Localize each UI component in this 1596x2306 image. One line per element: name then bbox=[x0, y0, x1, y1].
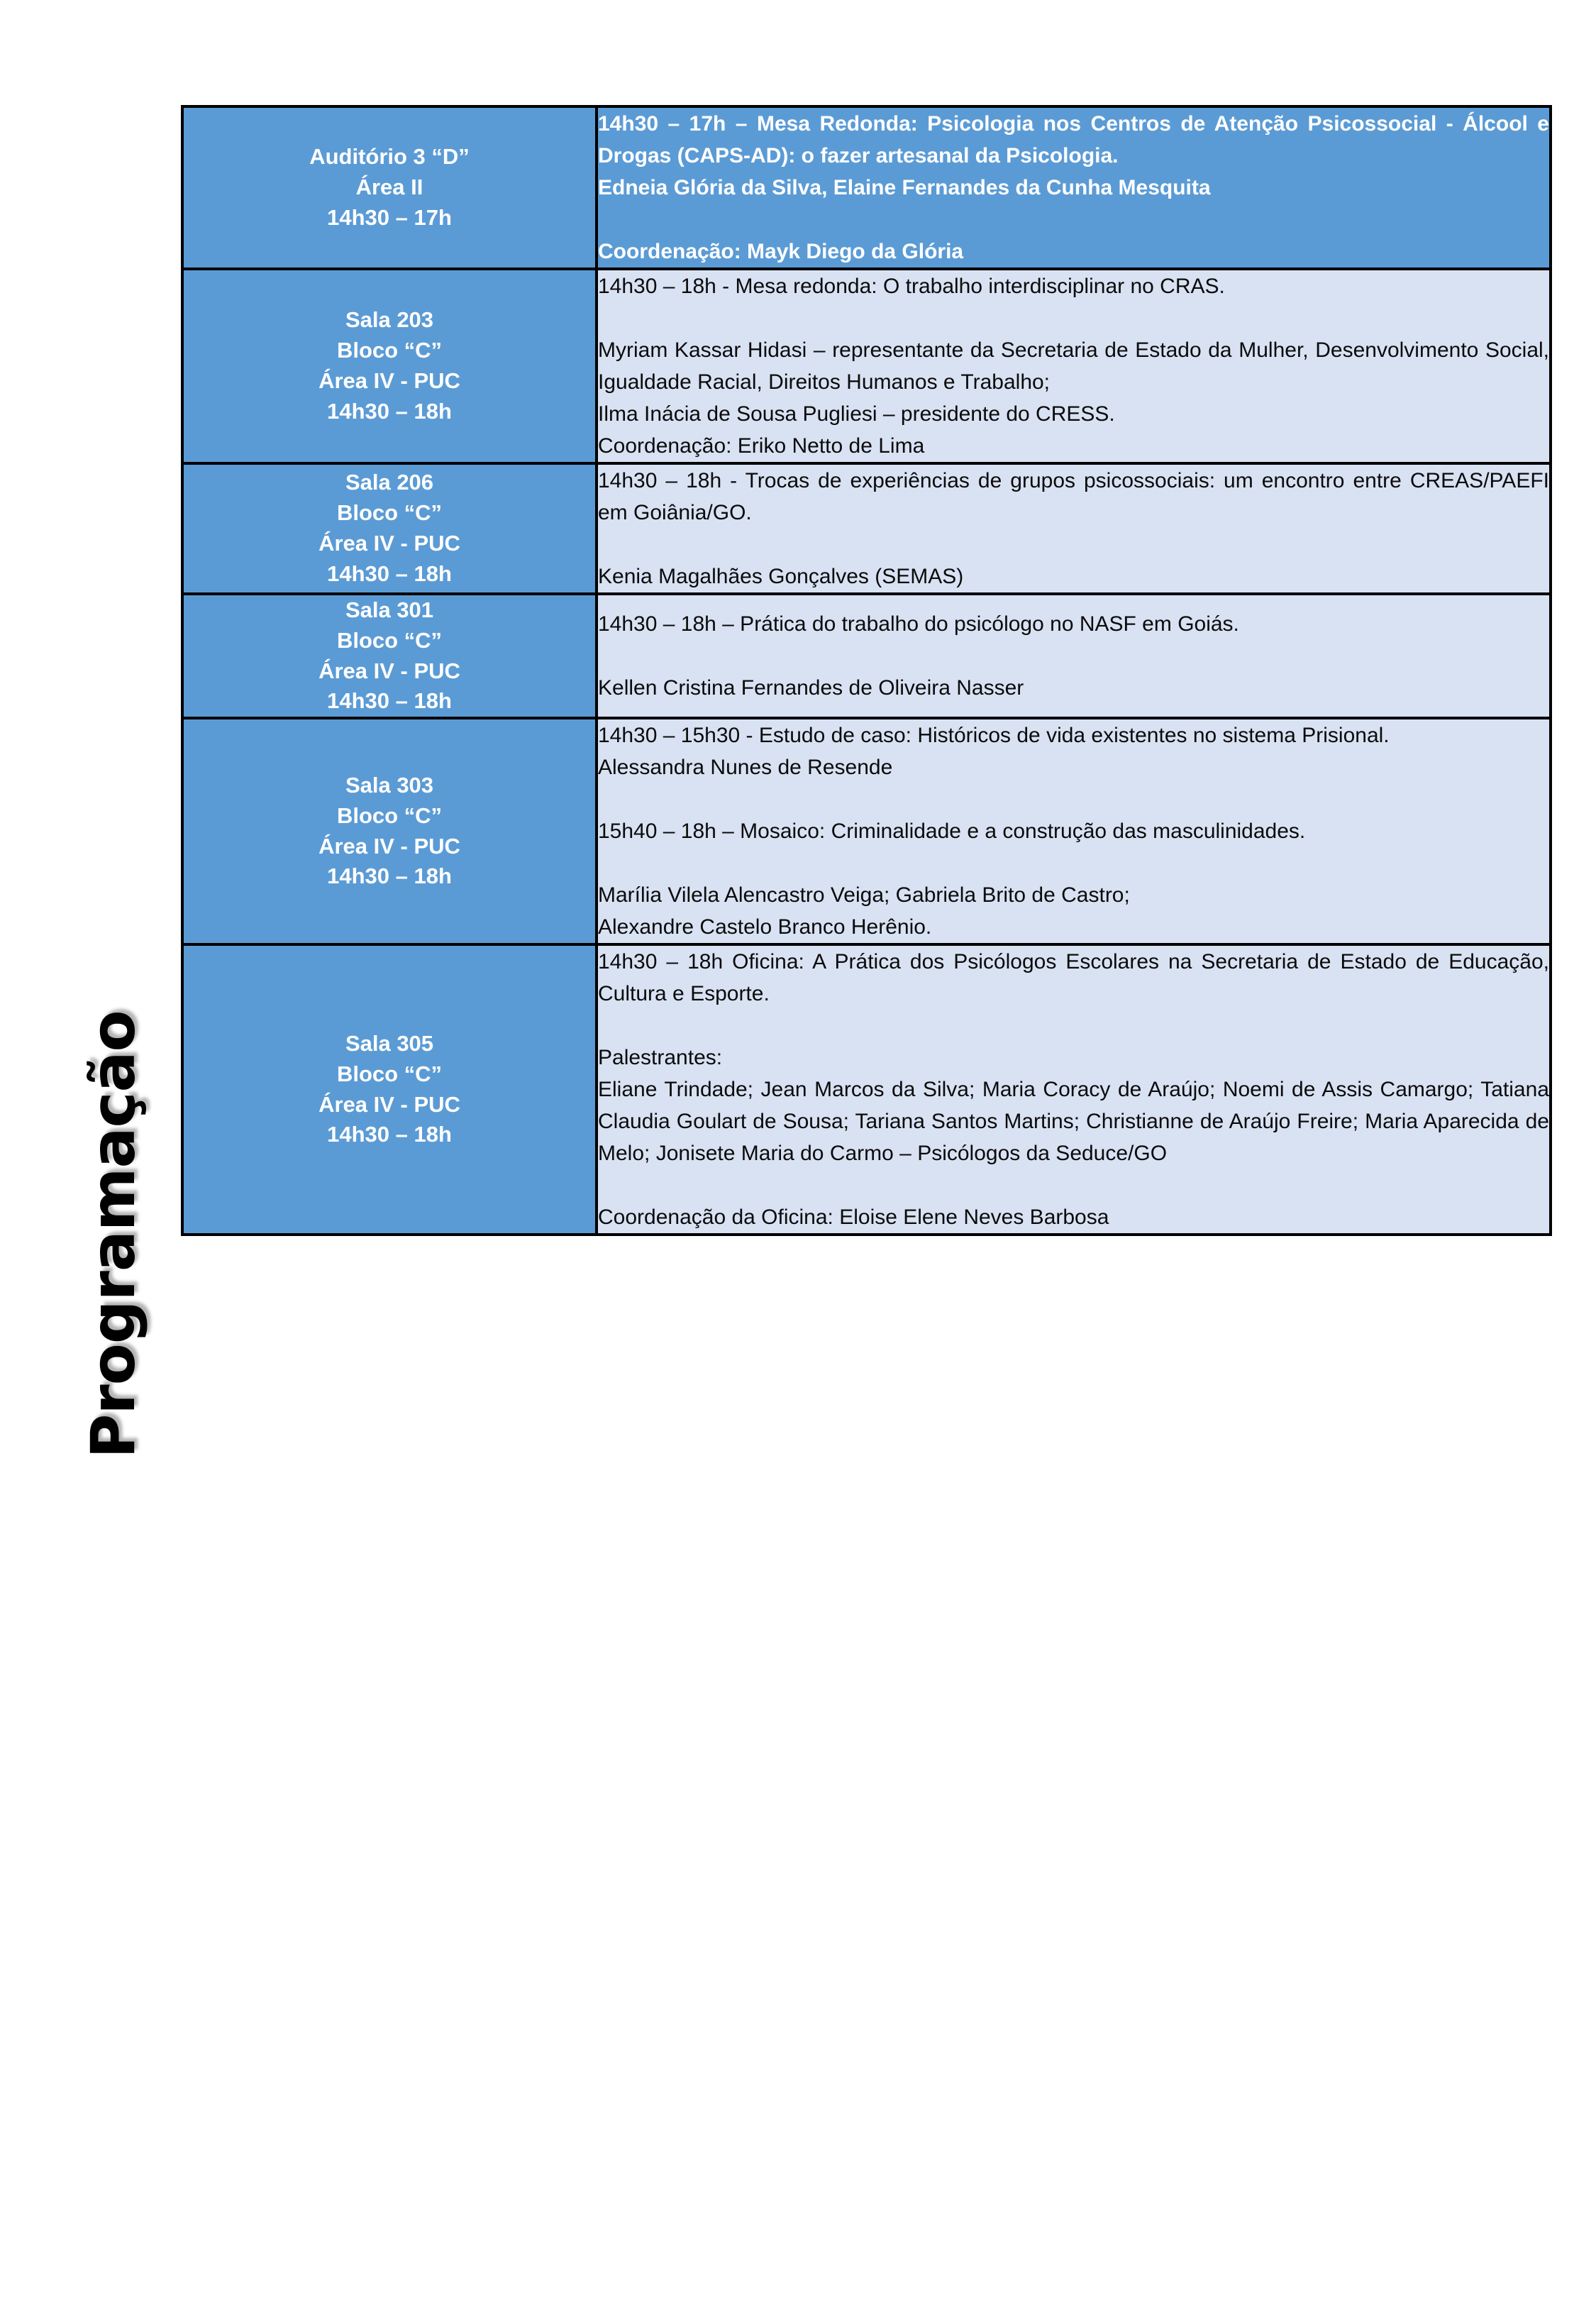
location-cell-sala-305 bbox=[182, 944, 597, 1235]
session-speaker-1: Alessandra Nunes de Resende bbox=[598, 756, 893, 780]
location-time: 14h30 – 18h bbox=[327, 1122, 452, 1147]
table-row bbox=[182, 269, 1551, 463]
session-title: 14h30 – 17h – Mesa Redonda: Psicologia nos Centros de Atenção Psicossocial - Álcool e Drogas (CAPS-AD): o fazer artesanal da Psicologia. bbox=[598, 112, 1549, 167]
location-room: Sala 301 bbox=[345, 597, 434, 622]
location-time: 14h30 – 18h bbox=[327, 561, 452, 586]
speakers-label: Palestrantes: bbox=[598, 1046, 723, 1070]
schedule-table bbox=[181, 105, 1552, 1236]
table-row bbox=[182, 944, 1551, 1235]
description-cell-sala-206 bbox=[597, 463, 1551, 594]
session-coordination: Coordenação da Oficina: Eloise Elene Neves Barbosa bbox=[598, 1206, 1109, 1230]
session-coordination: Coordenação: Mayk Diego da Glória bbox=[598, 240, 964, 263]
description-cell-sala-305 bbox=[597, 944, 1551, 1235]
paragraph-spacer bbox=[598, 640, 1549, 672]
session-title: 14h30 – 18h - Mesa redonda: O trabalho interdisciplinar no CRAS. bbox=[598, 275, 1225, 298]
location-room: Sala 206 bbox=[345, 470, 434, 495]
location-room: Sala 305 bbox=[345, 1031, 434, 1057]
location-area: Área IV - PUC bbox=[318, 531, 460, 556]
paragraph-spacer bbox=[598, 783, 1549, 815]
session-speaker-1: Myriam Kassar Hidasi – representante da Secretaria de Estado da Mulher, Desenvolvimento Social, Igualdade Racial, Direitos Humanos e Trabalho; bbox=[598, 338, 1549, 394]
paragraph-spacer bbox=[598, 1010, 1549, 1042]
session-speakers: Kenia Magalhães Gonçalves (SEMAS) bbox=[598, 565, 964, 588]
location-room: Auditório 3 “D” bbox=[309, 144, 470, 170]
location-area: Área IV - PUC bbox=[318, 833, 460, 859]
location-block: Bloco “C” bbox=[336, 500, 443, 526]
location-cell-sala-206 bbox=[182, 463, 597, 594]
location-cell-sala-203 bbox=[182, 269, 597, 463]
paragraph-spacer bbox=[598, 847, 1549, 879]
session-speakers: Kellen Cristina Fernandes de Oliveira Nasser bbox=[598, 676, 1024, 700]
location-block: Bloco “C” bbox=[336, 802, 443, 828]
session-title: 14h30 – 18h – Prática do trabalho do psicólogo no NASF em Goiás. bbox=[598, 612, 1239, 636]
session-title: 14h30 – 18h - Trocas de experiências de grupos psicossociais: um encontro entre CREAS/PAEFI em Goiânia/GO. bbox=[598, 469, 1549, 524]
session-speaker-3: Alexandre Castelo Branco Herênio. bbox=[598, 915, 932, 939]
vertical-title-container bbox=[43, 880, 184, 1589]
location-cell-sala-303 bbox=[182, 718, 597, 944]
location-room: Sala 303 bbox=[345, 773, 434, 798]
location-area: Área IV - PUC bbox=[318, 368, 460, 393]
paragraph-spacer bbox=[598, 302, 1549, 334]
location-time: 14h30 – 18h bbox=[327, 864, 452, 889]
page-title-programacao: Programação bbox=[78, 1010, 149, 1459]
location-time: 14h30 – 18h bbox=[327, 688, 452, 714]
schedule-table-body bbox=[182, 106, 1551, 1235]
description-cell-auditorio-3-d bbox=[597, 106, 1551, 269]
paragraph-spacer bbox=[598, 1169, 1549, 1201]
description-cell-sala-203 bbox=[597, 269, 1551, 463]
session-title-2: 15h40 – 18h – Mosaico: Criminalidade e a construção das masculinidades. bbox=[598, 820, 1306, 844]
session-title: 14h30 – 18h Oficina: A Prática dos Psicólogos Escolares na Secretaria de Estado de Educação, Cultura e Esporte. bbox=[598, 950, 1549, 1006]
description-cell-sala-303 bbox=[597, 718, 1551, 944]
paragraph-spacer bbox=[598, 529, 1549, 561]
location-block: Bloco “C” bbox=[336, 1061, 443, 1086]
location-cell-auditorio-3-d bbox=[182, 106, 597, 269]
location-room: Sala 203 bbox=[345, 307, 434, 333]
session-speakers: Edneia Glória da Silva, Elaine Fernandes da Cunha Mesquita bbox=[598, 176, 1211, 199]
session-coordination: Coordenação: Eriko Netto de Lima bbox=[598, 434, 925, 458]
table-row bbox=[182, 463, 1551, 594]
session-speaker-2: Marília Vilela Alencastro Veiga; Gabriela Brito de Castro; bbox=[598, 883, 1130, 907]
speakers-list: Eliane Trindade; Jean Marcos da Silva; Maria Coracy de Araújo; Noemi de Assis Camargo; Tatiana Claudia Goulart de Sousa; Tariana Santos Martins; Christianne de Araújo Freire; Maria Aparecida de Melo; Jonisete Maria do Carmo – Psicólogos da Seduce/GO bbox=[598, 1078, 1549, 1166]
table-row bbox=[182, 718, 1551, 944]
session-speaker-2: Ilma Inácia de Sousa Pugliesi – presidente do CRESS. bbox=[598, 402, 1115, 426]
session-title: 14h30 – 15h30 - Estudo de caso: Históricos de vida existentes no sistema Prisional. bbox=[598, 724, 1390, 748]
table-row bbox=[182, 594, 1551, 718]
location-cell-sala-301 bbox=[182, 594, 597, 718]
description-cell-sala-301 bbox=[597, 594, 1551, 718]
location-area: Área II bbox=[355, 175, 423, 200]
location-block: Bloco “C” bbox=[336, 338, 443, 363]
paragraph-spacer bbox=[598, 204, 1549, 236]
location-area: Área IV - PUC bbox=[318, 658, 460, 683]
location-area: Área IV - PUC bbox=[318, 1091, 460, 1117]
table-row bbox=[182, 106, 1551, 269]
location-time: 14h30 – 17h bbox=[327, 204, 452, 230]
location-time: 14h30 – 18h bbox=[327, 398, 452, 424]
location-block: Bloco “C” bbox=[336, 627, 443, 653]
